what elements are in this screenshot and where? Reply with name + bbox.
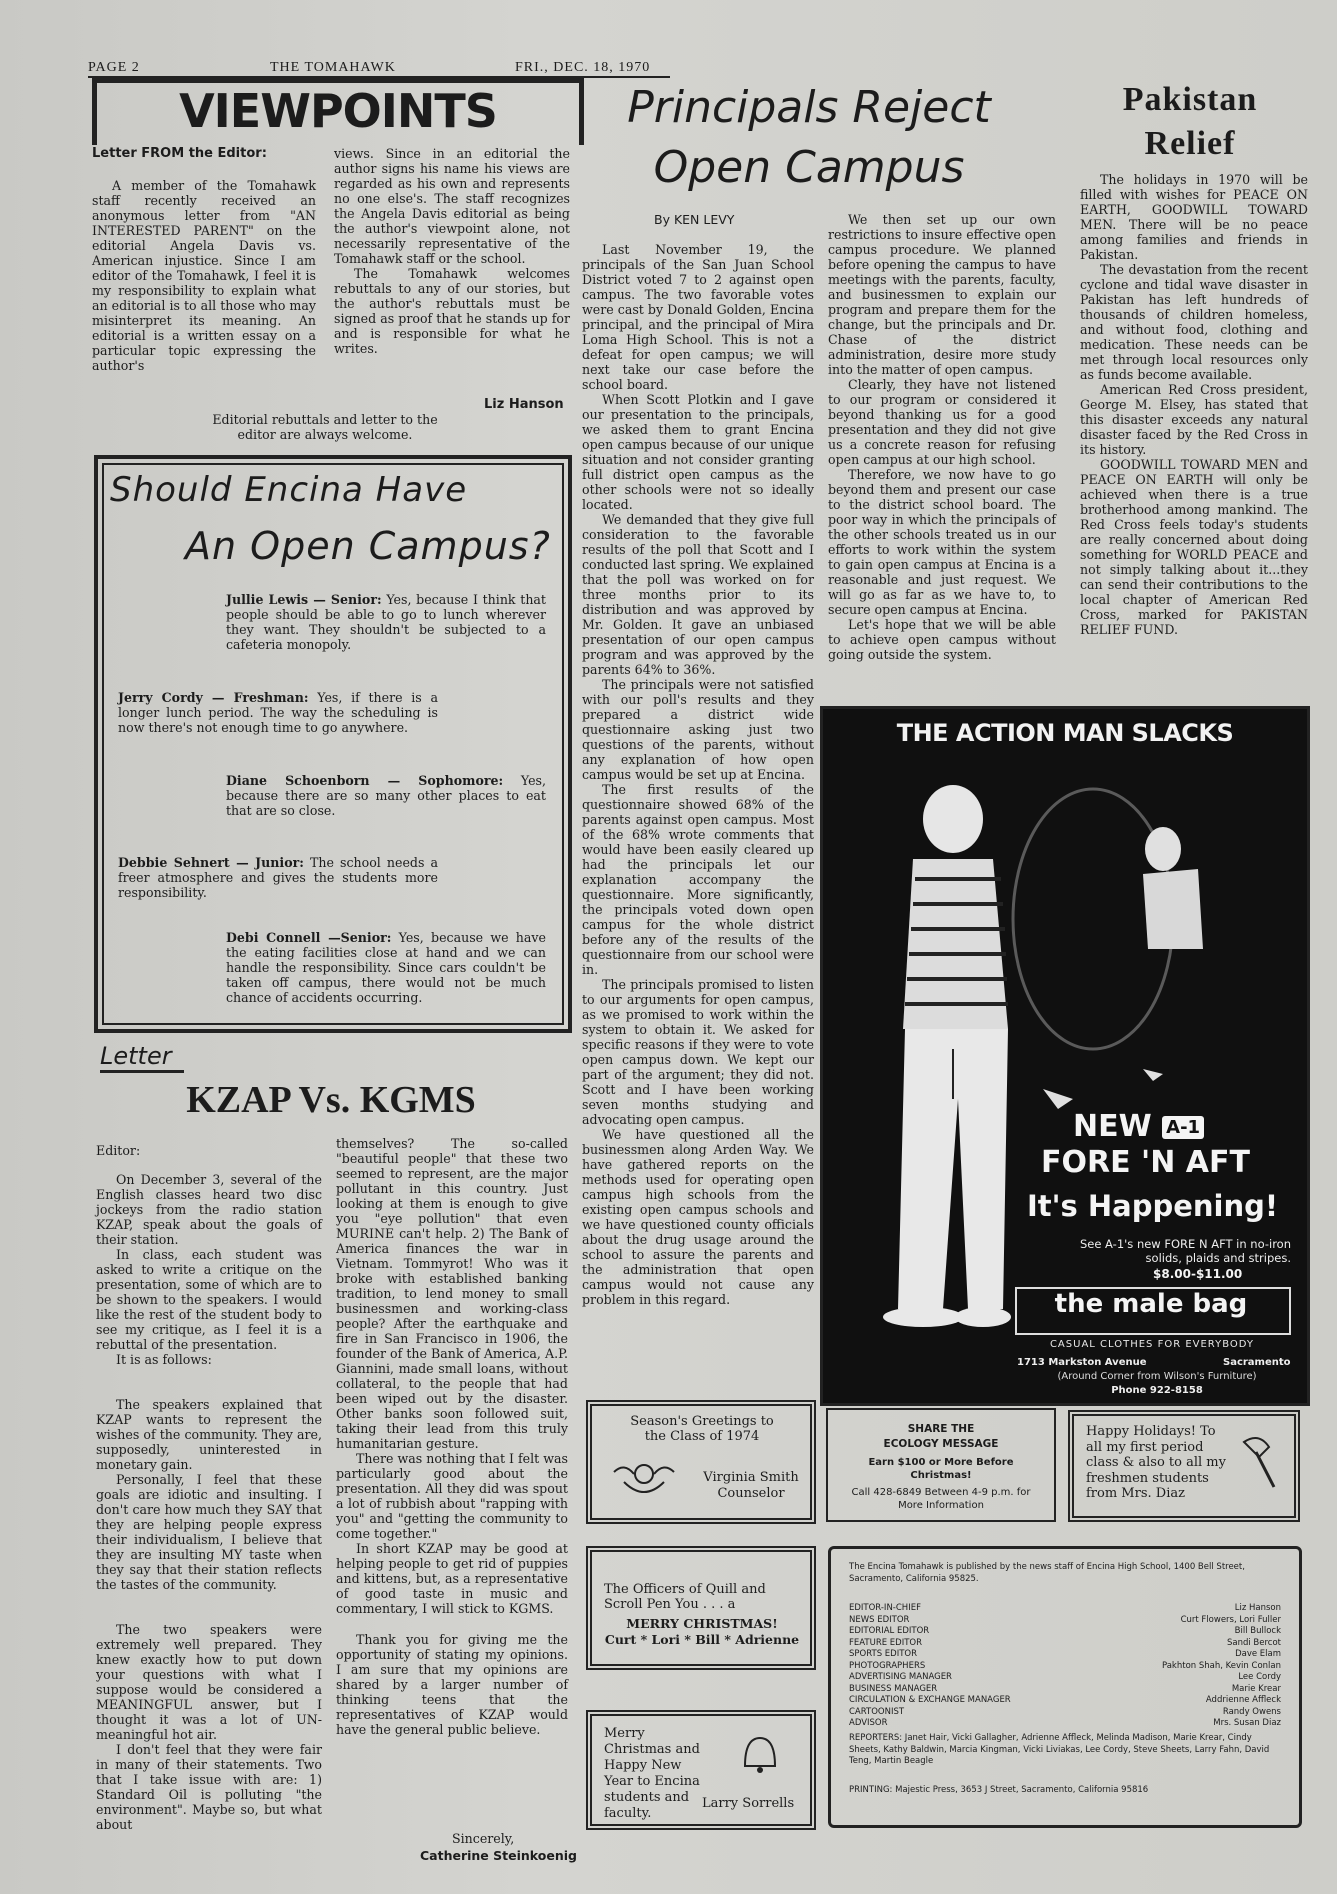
editor-signature: Liz Hanson bbox=[484, 397, 564, 412]
greeting-names: Curt * Lori * Bill * Adrienne bbox=[604, 1632, 800, 1647]
viewpoints-title: VIEWPOINTS bbox=[179, 84, 497, 138]
masthead-row: CARTOONIST Randy Owens bbox=[849, 1706, 1281, 1717]
letter-salutation: Editor: bbox=[96, 1143, 141, 1158]
ecology-call: Call 428-6849 Between 4-9 p.m. for More Information bbox=[851, 1487, 1031, 1511]
respondent-name: Debbie Sehnert — Junior: bbox=[118, 855, 304, 870]
ad-tagline: CASUAL CLOTHES FOR EVERYBODY bbox=[1049, 1339, 1255, 1350]
greeting-text: Merry Christmas and Happy New Year to Encina students and faculty. bbox=[604, 1726, 700, 1821]
greeting-signature: Virginia Smith Counselor bbox=[703, 1470, 799, 1501]
masthead-reporters: REPORTERS: Janet Hair, Vicki Gallagher, Adrienne Affleck, Melinda Madison, Marie Krear, Cindy Sheets, Kathy Baldwin, Marcia Kingman, Vicki Liviakas, Lee Cordy, Steve Sheets, Larry Fahn, David Teng, Martin Beagle bbox=[849, 1733, 1270, 1766]
ad-badge: A-1 bbox=[1162, 1116, 1204, 1139]
survey-response bbox=[226, 773, 546, 818]
masthead-row: FEATURE EDITOR Sandi Bercot bbox=[849, 1637, 1281, 1648]
greeting-text: Season's Greetings to the Class of 1974 bbox=[630, 1414, 774, 1444]
ad-new-label: NEW A-1 bbox=[1073, 1109, 1204, 1144]
issue-date: FRI., DEC. 18, 1970 bbox=[515, 60, 651, 75]
masthead-staff-list bbox=[849, 1603, 1281, 1730]
ad-store-name: the male bag bbox=[1054, 1289, 1248, 1319]
ecology-title: SHARE THE ECOLOGY MESSAGE bbox=[883, 1423, 999, 1450]
page-number: PAGE 2 bbox=[88, 60, 140, 75]
respondent-name: Diane Schoenborn — Sophomore: bbox=[226, 773, 504, 788]
greeting-box-larry-sorrells bbox=[586, 1710, 816, 1830]
greeting-signature: Larry Sorrells bbox=[702, 1796, 795, 1811]
letter-closing: Sincerely, bbox=[452, 1831, 515, 1846]
survey-response bbox=[226, 592, 546, 652]
ad-headline: THE ACTION MAN SLACKS bbox=[896, 719, 1234, 747]
survey-response bbox=[118, 855, 438, 900]
response-text: Yes, because there are so many other places to eat that are so close. bbox=[226, 773, 546, 818]
letter-title: KZAP Vs. KGMS bbox=[186, 1079, 476, 1121]
ad-phone: Phone 922-8158 bbox=[1111, 1385, 1203, 1396]
masthead-printing: PRINTING: Majestic Press, 3653 J Street, Sacramento, California 95816 bbox=[849, 1785, 1149, 1795]
male-bag-ad bbox=[820, 706, 1310, 1406]
principals-column-2: We then set up our own restrictions to insure effective open campus procedure. We planned before opening the campus to have meetings with the parents, faculty, and businessmen to explain our program and prepare them for the change, but the principals and Dr. Chase of the district administration, desire more study into the matter of open campus. Clearly, they have not listened to our program or considered it beyond thanking us for a good presentation and they did not give us a concrete reason for refusing open campus at our high school. Therefore, we now have to go beyond them and present our case to the district school board. The poor way in which the principals of the other schools treated us in our efforts to work within the system to gain open campus at Encina is a reasonable and just request. We will go as far as we have to, to secure open campus at Encina. Let's hope that we will be able to achieve open campus without going outside the system. bbox=[828, 212, 1056, 662]
ad-happening: It's Happening! bbox=[1027, 1189, 1279, 1223]
masthead-row: SPORTS EDITOR Dave Elam bbox=[849, 1649, 1281, 1659]
respondent-name: Jullie Lewis — Senior: bbox=[226, 592, 382, 607]
paper-name: THE TOMAHAWK bbox=[270, 60, 396, 75]
axe-icon bbox=[1234, 1432, 1284, 1492]
ad-description: See A-1's new FORE N AFT in no-iron solids, plaids and stripes. bbox=[1079, 1237, 1291, 1265]
masthead-intro: The Encina Tomahawk is published by the news staff of Encina High School, 1400 Bell Street, Sacramento, California 95825. bbox=[849, 1562, 1245, 1584]
masthead-row: CIRCULATION & EXCHANGE MANAGER Addrienne Affleck bbox=[849, 1695, 1281, 1705]
letter-column-2: themselves? The so-called "beautiful people" that these two seemed to represent, are the major pollutant in this country. Just looking at them is enough to give you "eye pollution" that even MURINE can't help. 2) The Bank of America finances the war in Vietnam. Tommyrot! Who was it broke with established banking tradition, to lend money to small businessmen and working-class people? After the earthquake and fire in San Francisco in 1906, the founder of the Bank of America, A.P. Giannini, made small loans, without collateral, to the people that had been wiped out by the disaster. Other banks soon followed suit, taking their lead from this truly humanitarian gesture. There was nothing that I felt was particularly good about the presentation. All they did was spout a lot of rubbish about "rapping with you" and "getting the community to come together." In short KZAP may be good at helping people to get rid of puppies and kittens, but, as a representative of good taste in music and commentary, I will stick to KGMS. Thank you for giving me the opportunity of stating my opinions. I am sure that my opinions are shared by a larger number of thinking teens that the representatives of KZAP would have the general public believe. bbox=[336, 1136, 568, 1737]
principals-column-1: Last November 19, the principals of the San Juan School District voted 7 to 2 against open campus. The two favorable votes were cast by Donald Golden, Encina principal, and the principal of Mira Loma High School. This is not a defeat for open campus; we will next take our case before the school board. When Scott Plotkin and I gave our presentation to the principals, we asked them to grant Encina open campus because of our unique situation and not consider granting full district open campus as the other schools were not so ideally located. We demanded that they give full consideration to the favorable results of the poll that Scott and I conducted last spring. We explained that the poll was worked on for three months prior to its distribution and was approved by Mr. Golden. It gave an unbiased presentation of our open campus program and was approved by the parents 64% to 36%. The principals were not satisfied with our poll's results and they prepared a district wide questionnaire asking just two questions of the parents, without any explanation of how open campus would be set up at Encina. The first results of the questionnaire showed 68% of the parents against open campus. Most of the 68% wrote comments that would have been easily cleared up had the principals let our explanation accompany the questionnaire. More significantly, the principals voted down open campus for the whole district before any of the results of the questionnaire from our school were in. The principals promised to listen to our arguments for open campus, as we promised to work within the system to obtain it. We asked for specific reasons if they were to vote open campus down. We kept our part of the argument; they did not. Scott and I have been working seven months studying and advocating open campus. We have questioned all the businessmen along Arden Way. We have gathered reports on the methods used for operating open campus high schools from the existing open campus schools and we have questioned county officials about the drug usage around the school to assure the parents and the administration that open campus would not cause any problem in this regard. bbox=[582, 242, 814, 1307]
pakistan-headline: Pakistan Relief bbox=[1122, 81, 1258, 162]
response-text: The school needs a freer atmosphere and gives the students more responsibility. bbox=[118, 855, 439, 900]
masthead-row: PHOTOGRAPHERS Pakhton Shah, Kevin Conlan bbox=[849, 1660, 1281, 1671]
ad-product: FORE 'N AFT bbox=[1041, 1145, 1250, 1180]
editor-letter-heading: Letter FROM the Editor: bbox=[92, 146, 267, 161]
masthead-row: BUSINESS MANAGER Marie Krear bbox=[849, 1683, 1281, 1694]
masthead-row: EDITORIAL EDITOR Bill Bullock bbox=[849, 1626, 1281, 1636]
letter-author: Catherine Steinkoenig bbox=[420, 1848, 577, 1863]
principals-headline: Principals Reject Open Campus bbox=[627, 82, 991, 193]
greeting-text: Happy Holidays! To all my first period class & also to all my freshmen students from Mrs. Diaz bbox=[1086, 1424, 1226, 1501]
ad-price: $8.00-$11.00 bbox=[1153, 1267, 1243, 1281]
response-text: Yes, because we have the eating facilities close at hand and we can handle the responsibility. Since cars couldn't be taken off campus, there would not be much chance of accidents occurring. bbox=[226, 930, 546, 1005]
ad-corner: (Around Corner from Wilson's Furniture) bbox=[1057, 1371, 1257, 1382]
response-text: Yes, if there is a longer lunch period. The way the scheduling is now there's not enough time to go anywhere. bbox=[118, 690, 438, 735]
pakistan-article: The holidays in 1970 will be filled with wishes for PEACE ON EARTH, GOODWILL TOWARD MEN. There will be no peace among families and friends in Pakistan. The devastation from the recent cyclone and tidal wave disaster in Pakistan has left hundreds of thousands of children homeless, and without food, clothing and medication. These needs can be met through local resources only as funds become available. American Red Cross president, George M. Elsey, has stated that this disaster exceeds any natural disaster faced by the Red Cross in its history. GOODWILL TOWARD MEN and PEACE ON EARTH will only be achieved when there is a true brotherhood among mankind. The Red Cross feels today's students are really concerned about doing something for WORLD PEACE and not simply talking about it...they can send their contributions to the local chapter of American Red Cross, marked for PAKISTAN RELIEF FUND. bbox=[1080, 172, 1308, 637]
letter-kicker: Letter bbox=[100, 1042, 184, 1073]
masthead-box bbox=[828, 1546, 1302, 1828]
viewpoints-column-1: A member of the Tomahawk staff recently received an anonymous letter from "AN INTERESTED PARENT" on the editorial Angela Davis vs. American injustice. Since I am editor of the Tomahawk, I feel it is my responsibility to explain what an editorial is to all those who may misinterpret its meaning. An editorial is a written essay on a particular topic expressing the author's bbox=[92, 178, 316, 373]
ecology-earn: Earn $100 or More Before Christmas! bbox=[868, 1457, 1014, 1481]
ad-address: 1713 Markston Avenue bbox=[1017, 1357, 1147, 1368]
ecology-ad bbox=[826, 1408, 1056, 1522]
survey-response bbox=[226, 930, 546, 1005]
masthead-row: ADVERTISING MANAGER Lee Cordy bbox=[849, 1672, 1281, 1682]
greeting-box-quill-scroll bbox=[586, 1546, 816, 1670]
masthead-row: ADVISOR Mrs. Susan Diaz bbox=[849, 1718, 1281, 1728]
greeting-text: The Officers of Quill and Scroll Pen You . . . a bbox=[604, 1582, 766, 1612]
response-text: Yes, because I think that people should be able to go to lunch wherever they want. They shouldn't be subjected to a cafeteria monopoly. bbox=[226, 592, 546, 652]
masthead-row: EDITOR-IN-CHIEF Liz Hanson bbox=[849, 1603, 1281, 1613]
respondent-name: Jerry Cordy — Freshman: bbox=[118, 690, 309, 705]
survey-title-line-1: Should Encina Have bbox=[110, 470, 468, 510]
principals-byline: By KEN LEVY bbox=[654, 212, 735, 227]
bell-icon bbox=[730, 1726, 790, 1782]
viewpoints-footer: Editorial rebuttals and letter to the editor are always welcome. bbox=[212, 412, 438, 442]
letter-column-1: On December 3, several of the English classes heard two disc jockeys from the radio station KZAP, speak about the goals of their station. In class, each student was asked to write a critique on the presentation, some of which are to be shown to the speakers. I would like the rest of the student body to see my critique, as I feel it is a rebuttal of the presentation. It is as follows: The speakers explained that KZAP wants to represent the wishes of the community. They are, supposedly, uninterested in monetary gain. Personally, I feel that these goals are idiotic and insulting. I don't care how much they SAY that they are helping people express their individualism, I believe that they are insulting MY taste when they say that their station reflects the tastes of the community. The two speakers were extremely well prepared. They knew exactly how to put down your questions with what I suppose would be considered a MEANINGFUL answer, but I thought it was a lot of UN-meaningful hot air. I don't feel that they were fair in many of their statements. Two that I take issue with are: 1) Standard Oil is polluting "the environment". Maybe so, but what about bbox=[96, 1172, 322, 1832]
angel-icon bbox=[604, 1452, 684, 1502]
masthead-row: NEWS EDITOR Curt Flowers, Lori Fuller bbox=[849, 1614, 1281, 1625]
viewpoints-column-2: views. Since in an editorial the author signs his name his views are regarded as his own and represents no one else's. The staff recognizes the Angela Davis editorial as being the author's viewpoint alone, not necessarily representative of the Tomahawk staff or the school. The Tomahawk welcomes rebuttals to any of our stories, but the author's rebuttals must be signed as proof that he stands up for and is responsible for what he writes. bbox=[334, 146, 570, 356]
greeting-box-mrs-diaz bbox=[1068, 1410, 1300, 1522]
respondent-name: Debi Connell —Senior: bbox=[226, 930, 392, 945]
ad-city: Sacramento bbox=[1223, 1357, 1291, 1368]
greeting-bold: MERRY CHRISTMAS! bbox=[626, 1616, 778, 1631]
survey-response bbox=[118, 690, 438, 735]
greeting-box-class-1974 bbox=[586, 1400, 816, 1524]
survey-title-line-2: An Open Campus? bbox=[185, 524, 551, 568]
